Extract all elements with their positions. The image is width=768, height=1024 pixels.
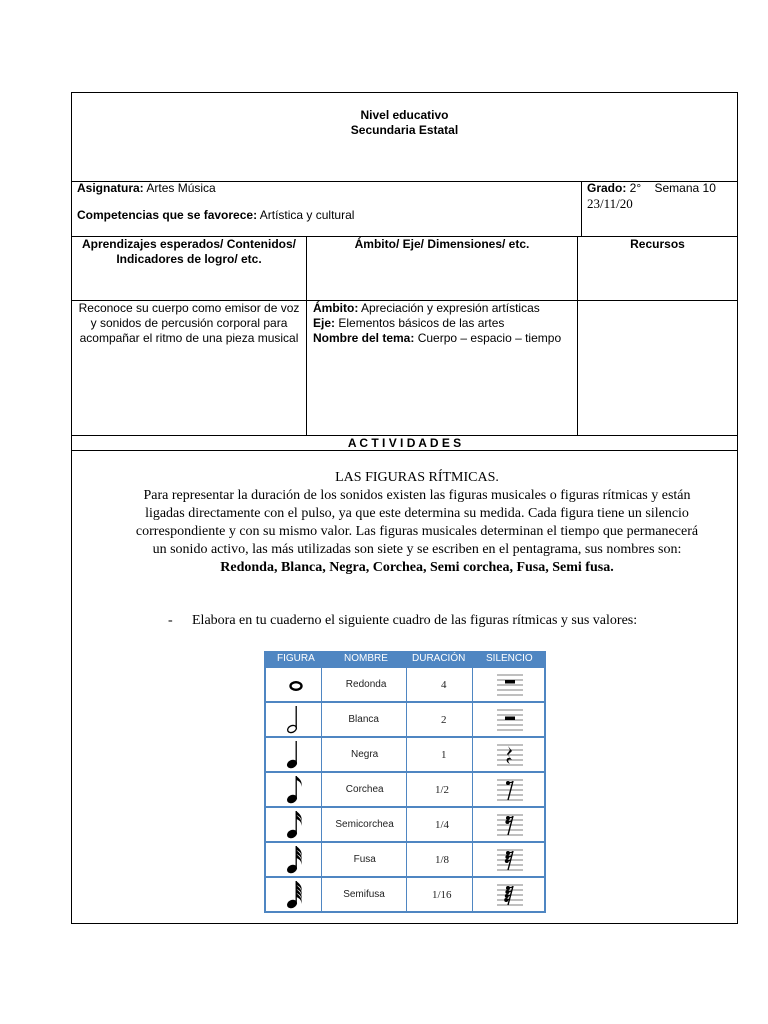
subject-cell bbox=[72, 181, 581, 237]
grado-label: Grado: bbox=[587, 181, 627, 195]
col-figura-header: FIGURA bbox=[277, 653, 315, 664]
column-headers-row bbox=[72, 236, 737, 300]
figure-duration: 1/16 bbox=[432, 889, 452, 901]
figure-duration: 1/2 bbox=[435, 784, 450, 796]
eje-label: Eje: bbox=[313, 316, 336, 330]
table-divider bbox=[472, 703, 473, 736]
figuras-names: Redonda, Blanca, Negra, Corchea, Semi corchea, Fusa, Semi fusa. bbox=[220, 560, 614, 575]
col-nombre-header: NOMBRE bbox=[344, 653, 388, 664]
table-divider bbox=[406, 668, 407, 701]
table-divider bbox=[406, 773, 407, 806]
figure-name: Corchea bbox=[345, 784, 384, 795]
header-row bbox=[72, 93, 737, 181]
rhythm-table-row bbox=[264, 773, 546, 808]
table-divider bbox=[406, 843, 407, 876]
bullet-dash: - bbox=[168, 613, 173, 628]
table-divider bbox=[472, 843, 473, 876]
figure-name: Redonda bbox=[345, 679, 387, 690]
table-divider bbox=[321, 843, 322, 876]
table-divider bbox=[472, 808, 473, 841]
table-divider bbox=[472, 738, 473, 771]
col-silencio-header: SILENCIO bbox=[486, 653, 533, 664]
instruction-line bbox=[168, 612, 728, 630]
actividades-heading-row bbox=[72, 435, 737, 451]
subject-row bbox=[72, 181, 737, 237]
asignatura-label: Asignatura: bbox=[77, 181, 144, 195]
table-divider bbox=[321, 668, 322, 701]
rhythm-table-row bbox=[264, 738, 546, 773]
rhythm-table-row bbox=[264, 808, 546, 843]
competencias-label: Competencias que se favorece: bbox=[77, 208, 258, 222]
recursos-header: Recursos bbox=[577, 237, 737, 300]
education-level-label: Nivel educativo bbox=[360, 108, 449, 122]
figure-name: Semicorchea bbox=[335, 819, 394, 830]
figure-duration: 1 bbox=[441, 749, 447, 761]
actividades-heading: A C T I V I D A D E S bbox=[347, 436, 462, 450]
table-divider bbox=[406, 738, 407, 771]
tema-label: Nombre del tema: bbox=[313, 331, 415, 345]
table-divider bbox=[321, 808, 322, 841]
content-row bbox=[72, 300, 737, 436]
semana-label: Semana 10 bbox=[654, 181, 716, 195]
figuras-title: LAS FIGURAS RÍTMICAS. bbox=[335, 470, 499, 485]
ambito-header: Ámbito/ Eje/ Dimensiones/ etc. bbox=[306, 237, 577, 300]
figure-duration: 1/8 bbox=[435, 854, 450, 866]
asignatura-value: Artes Música bbox=[143, 181, 216, 195]
figure-duration: 4 bbox=[441, 679, 447, 691]
actividades-body bbox=[132, 469, 702, 577]
rhythm-table-row bbox=[264, 878, 546, 913]
instruction-text: Elabora en tu cuaderno el siguiente cuadro de las figuras rítmicas y sus valores: bbox=[192, 613, 638, 628]
rhythm-table-header bbox=[264, 651, 546, 668]
aprendizajes-header: Aprendizajes esperados/ Contenidos/ Indicadores de logro/ etc. bbox=[81, 237, 297, 266]
tema-value: Cuerpo – espacio – tiempo bbox=[414, 331, 562, 345]
ambito-label: Ámbito: bbox=[313, 301, 359, 315]
figure-duration: 2 bbox=[441, 714, 447, 726]
rhythm-table-row bbox=[264, 843, 546, 878]
table-divider bbox=[406, 808, 407, 841]
table-divider bbox=[472, 668, 473, 701]
table-divider bbox=[472, 878, 473, 911]
eje-value: Elementos básicos de las artes bbox=[335, 316, 505, 330]
rhythm-figures-table bbox=[264, 651, 546, 917]
grado-value: 2° bbox=[626, 181, 642, 195]
figure-name: Negra bbox=[351, 749, 379, 760]
table-divider bbox=[406, 703, 407, 736]
rhythm-table-row bbox=[264, 668, 546, 703]
figure-name: Fusa bbox=[353, 854, 376, 865]
col-duracion-header: DURACIÓN bbox=[412, 653, 466, 664]
table-divider bbox=[321, 878, 322, 911]
aprendizaje-text: Reconoce su cuerpo como emisor de voz y sonidos de percusión corporal para acompañar el ritmo de una pieza musical bbox=[78, 301, 300, 345]
school-type-label: Secundaria Estatal bbox=[350, 123, 459, 137]
table-divider bbox=[406, 878, 407, 911]
recursos-cell bbox=[577, 301, 737, 436]
ambito-value: Apreciación y expresión artísticas bbox=[358, 301, 540, 315]
figure-name: Blanca bbox=[348, 714, 379, 725]
table-divider bbox=[321, 773, 322, 806]
ambito-cell bbox=[306, 301, 577, 436]
figuras-paragraph: Para representar la duración de los sonidos existen las figuras musicales o figuras rítmicas y están ligadas directamente con el pulso, ya que este determina su medida. Cada figura tiene un silencio correspondiente y con su mismo valor. Las figuras musicales determinan el tiempo que permanecerá un sonido activo, las más utilizadas son siete y se escriben en el pentagrama, sus nombres son: bbox=[135, 488, 699, 557]
figure-duration: 1/4 bbox=[435, 819, 450, 831]
figure-name: Semifusa bbox=[343, 889, 385, 900]
rhythm-table-row bbox=[264, 703, 546, 738]
table-divider bbox=[321, 738, 322, 771]
table-divider bbox=[321, 703, 322, 736]
date-label: 23/11/20 bbox=[587, 196, 633, 211]
competencias-value: Artística y cultural bbox=[257, 208, 355, 222]
table-divider bbox=[472, 773, 473, 806]
grade-cell bbox=[581, 181, 737, 237]
